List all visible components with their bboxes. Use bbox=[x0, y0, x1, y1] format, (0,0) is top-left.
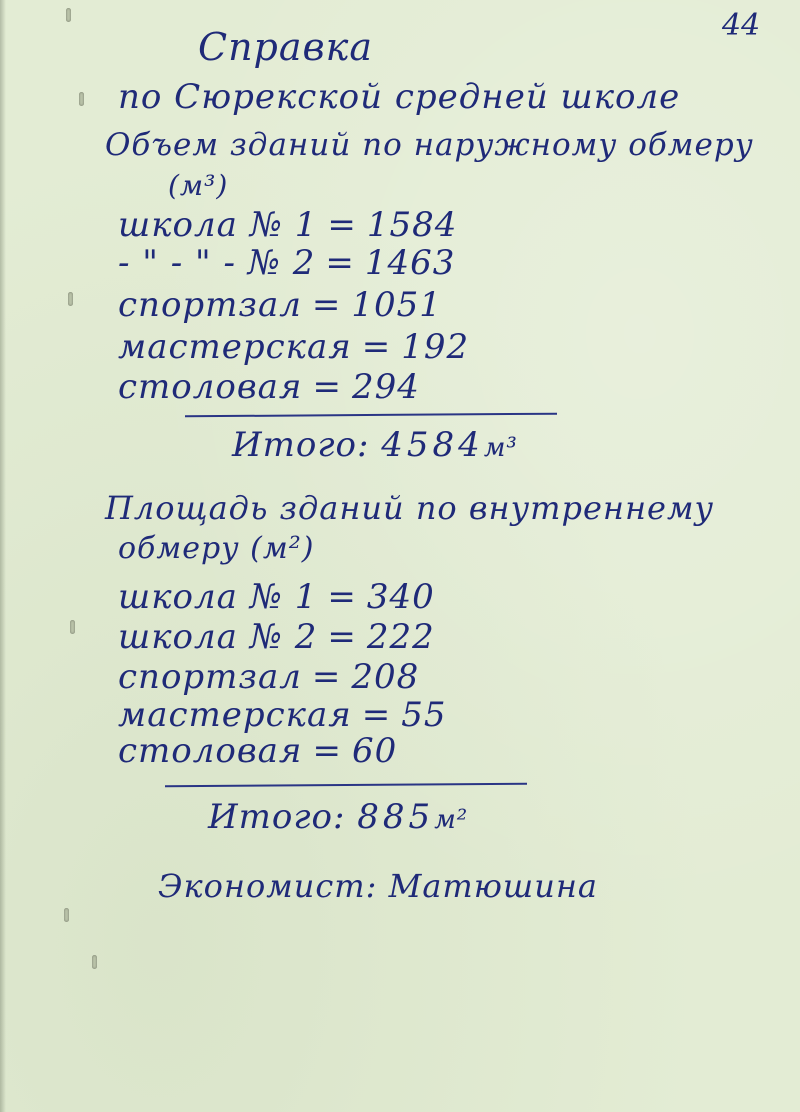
equals-sign: = bbox=[325, 243, 355, 283]
equals-sign: = bbox=[327, 577, 357, 617]
row-label: школа № 1 bbox=[118, 577, 318, 617]
equals-sign: = bbox=[311, 657, 342, 697]
row-value: 192 bbox=[401, 327, 470, 367]
area-row-workshop bbox=[118, 695, 447, 735]
volume-heading: Объем зданий по наружному обмеру bbox=[105, 127, 754, 163]
equals-sign: = bbox=[312, 731, 342, 771]
area-total-rule bbox=[165, 783, 527, 788]
equals-sign: = bbox=[312, 367, 342, 407]
binder-hole bbox=[66, 8, 71, 22]
volume-total bbox=[232, 425, 518, 465]
equals-sign: = bbox=[361, 695, 392, 735]
volume-row-school-2 bbox=[118, 243, 456, 283]
row-label: школа № 2 bbox=[118, 617, 318, 657]
binder-hole bbox=[64, 908, 69, 922]
total-label: Итого: bbox=[232, 425, 370, 465]
total-value: 4584 bbox=[381, 425, 484, 465]
row-value: 60 bbox=[351, 731, 398, 771]
volume-row-workshop bbox=[118, 327, 470, 367]
area-total bbox=[208, 797, 469, 837]
total-unit: м³ bbox=[483, 433, 518, 463]
row-value: 1584 bbox=[366, 205, 458, 245]
economist-name: Матюшина bbox=[388, 867, 598, 905]
row-label: столовая bbox=[118, 367, 303, 407]
row-value: 208 bbox=[351, 657, 420, 697]
document-subtitle: по Сюрекской средней школе bbox=[118, 77, 681, 117]
area-heading-unit: обмеру (м²) bbox=[118, 531, 315, 566]
volume-unit: (м³) bbox=[168, 169, 229, 202]
binder-hole bbox=[92, 955, 97, 969]
area-row-school-2 bbox=[118, 617, 435, 657]
total-value: 885 bbox=[357, 797, 435, 837]
equals-sign: = bbox=[311, 285, 342, 325]
equals-sign: = bbox=[327, 617, 357, 657]
volume-row-school-1 bbox=[118, 205, 458, 245]
row-label: спортзал bbox=[118, 285, 302, 325]
page-number: 44 bbox=[722, 8, 761, 43]
row-label: школа № 1 bbox=[118, 205, 318, 245]
row-value: 55 bbox=[401, 695, 447, 735]
total-unit: м² bbox=[434, 805, 469, 835]
economist-signature bbox=[158, 867, 598, 905]
area-row-gym bbox=[118, 657, 420, 697]
area-row-school-1 bbox=[118, 577, 435, 617]
row-value: 222 bbox=[366, 617, 435, 657]
row-value: 340 bbox=[366, 577, 435, 617]
volume-total-rule bbox=[185, 413, 557, 418]
total-label: Итого: bbox=[208, 797, 346, 837]
volume-row-gym bbox=[118, 285, 442, 325]
row-label: столовая bbox=[118, 731, 303, 771]
binder-hole bbox=[70, 620, 75, 634]
row-value: 1463 bbox=[364, 243, 456, 283]
binder-hole bbox=[79, 92, 84, 106]
row-label: спортзал bbox=[118, 657, 302, 697]
area-row-canteen bbox=[118, 731, 398, 771]
row-label: мастерская bbox=[118, 695, 352, 735]
binder-hole bbox=[68, 292, 73, 306]
equals-sign: = bbox=[361, 327, 392, 367]
row-label: - " - " - № 2 bbox=[118, 243, 316, 283]
equals-sign: = bbox=[327, 205, 357, 245]
economist-role: Экономист: bbox=[158, 867, 378, 905]
row-value: 1051 bbox=[351, 285, 442, 325]
row-label: мастерская bbox=[118, 327, 352, 367]
document-title: Справка bbox=[198, 25, 373, 69]
page-edge-shadow bbox=[0, 0, 6, 1112]
area-heading: Площадь зданий по внутреннему bbox=[105, 489, 715, 527]
volume-row-canteen bbox=[118, 367, 420, 407]
row-value: 294 bbox=[351, 367, 420, 407]
